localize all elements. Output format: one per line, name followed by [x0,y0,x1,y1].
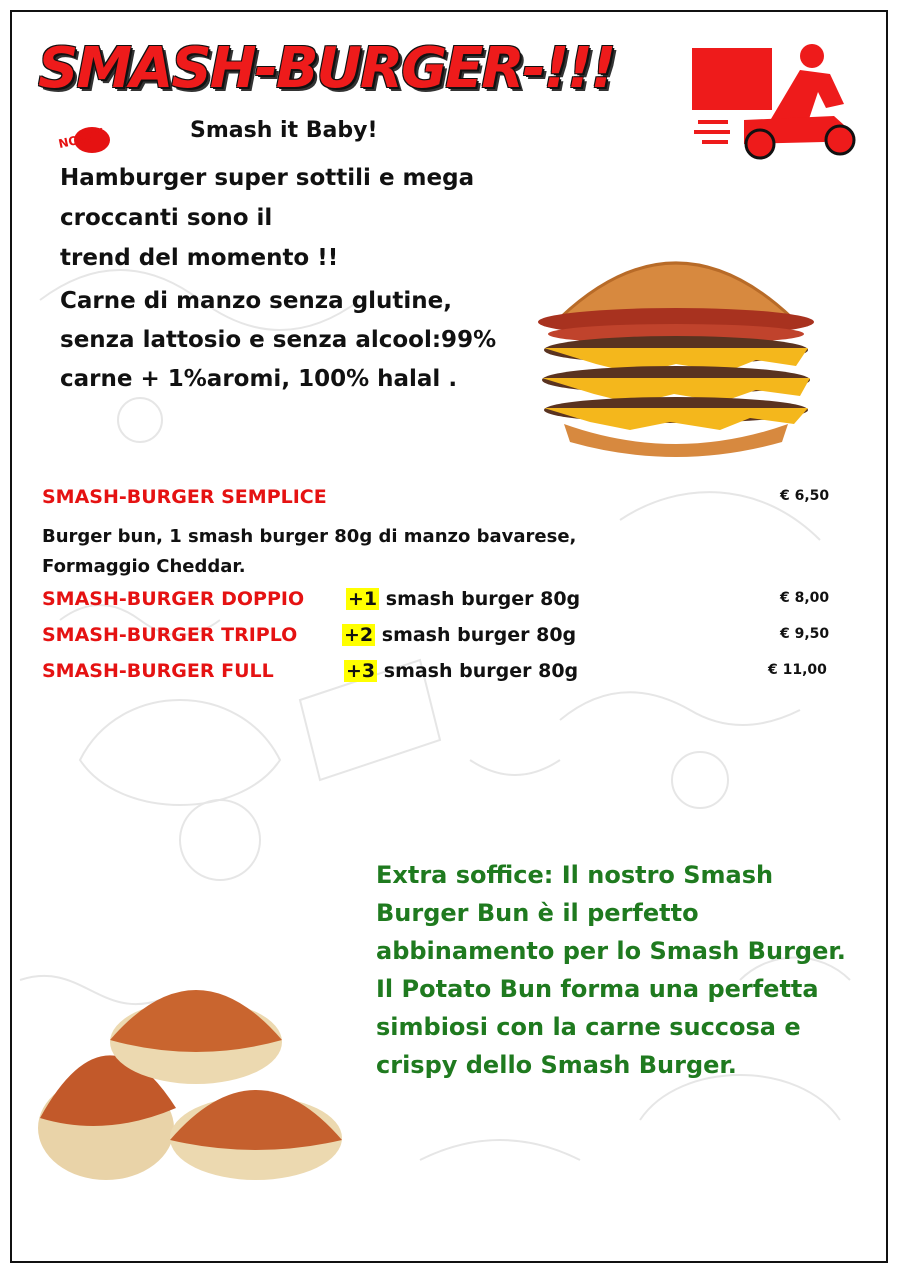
item-name: SMASH-BURGER TRIPLO [42,624,298,646]
delivery-scooter-icon [688,40,866,162]
intro-details: Carne di manzo senza glutine, senza lattosio e senza alcool:99% carne + 1%aromi, 100% halal . [60,288,497,392]
extra-text: smash burger 80g [375,624,577,646]
item-price: € 11,00 [768,662,827,678]
extra-highlight: +2 [344,624,374,646]
page-title: SMASH-BURGER-!!! [38,36,615,101]
menu-item-triplo [42,624,297,646]
intro-text [60,158,540,278]
novita-badge-icon [56,120,120,156]
tagline: Smash it Baby! [190,118,378,143]
item-name: SMASH-BURGER SEMPLICE [42,486,327,508]
intro-line: croccanti sono il [60,205,273,231]
badge-label: NOVITÀ [57,126,110,152]
description-line: Burger bun, 1 smash burger 80g di manzo bavarese, [42,526,577,547]
buns-image [36,958,346,1190]
item-extra [346,588,580,610]
item-name: SMASH-BURGER DOPPIO [42,588,305,610]
extra-highlight: +1 [348,588,378,610]
description-line: Formaggio Cheddar. [42,556,246,577]
item-extra [344,660,578,682]
item-name: SMASH-BURGER FULL [42,660,274,682]
item-price: € 9,50 [780,626,830,642]
bun-info-text: Extra soffice: Il nostro Smash Burger Bun è il perfetto abbinamento per lo Smash Burger. Il Potato Bun forma una perfetta simbiosi con la carne succosa e crispy dello Smash Burger. [376,861,846,1079]
menu-item-doppio [42,588,304,610]
intro-line: trend del momento !! [60,245,339,271]
menu-item-full [42,660,274,682]
item-price: € 6,50 [780,488,830,504]
item-extra [342,624,576,646]
menu-item-semplice [42,486,327,508]
extra-text: smash burger 80g [379,588,581,610]
item-price: € 8,00 [780,590,830,606]
burger-image [520,222,832,462]
extra-highlight: +3 [346,660,376,682]
item-description [42,522,576,582]
intro-line: Hamburger super sottili e mega [60,165,475,191]
extra-text: smash burger 80g [377,660,579,682]
